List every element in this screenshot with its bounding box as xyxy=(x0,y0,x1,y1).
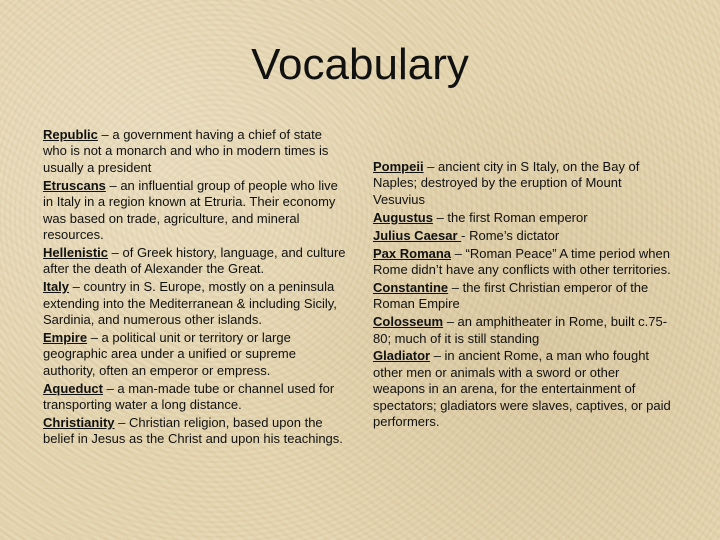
vocab-entry-pax-romana xyxy=(373,246,673,279)
vocab-entry-hellenistic xyxy=(43,245,348,278)
vocab-term: Christianity xyxy=(43,414,115,430)
vocab-entry-julius-caesar xyxy=(373,228,673,244)
vocab-column-right xyxy=(373,159,673,432)
vocab-entry-republic xyxy=(43,127,348,176)
vocab-entry-etruscans xyxy=(43,178,348,244)
vocab-definition: – a government having a chief of state who is not a monarch and who in modern times is usually a president xyxy=(43,127,329,175)
vocab-term: Julius Caesar xyxy=(373,227,462,243)
vocab-entry-gladiator xyxy=(373,348,673,430)
vocab-term: Hellenistic xyxy=(43,244,109,260)
vocab-entry-christianity xyxy=(43,415,348,448)
vocab-entry-augustus xyxy=(373,210,673,226)
vocab-term: Pompeii xyxy=(373,159,424,174)
vocab-entry-colosseum xyxy=(373,314,673,347)
vocab-term: Aqueduct xyxy=(43,380,103,396)
slide-title: Vocabulary xyxy=(251,40,469,89)
vocab-definition: – ancient city in S Italy, on the Bay of Naples; destroyed by the eruption of Mount Vesuvius xyxy=(373,159,640,207)
vocab-definition: – the first Roman emperor xyxy=(432,209,588,225)
vocab-definition: - Rome’s dictator xyxy=(461,227,560,243)
vocab-term: Pax Romana xyxy=(373,245,452,261)
vocab-term: Colosseum xyxy=(373,314,444,330)
vocab-definition: – an influential group of people who live in Italy in a region known at Etruria. Their economy was based on trade, agriculture, and mineral resources. xyxy=(43,177,338,242)
vocab-definition: – a political unit or territory or large geographic area under a unified or supreme authority, often an emperor or empress. xyxy=(43,329,296,378)
vocab-entry-constantine xyxy=(373,280,673,313)
vocab-definition: – an amphitheater in Rome, built c.75-80; much of it is still standing xyxy=(373,314,668,346)
vocab-term: Gladiator xyxy=(373,348,431,364)
vocab-entry-pompeii xyxy=(373,159,673,208)
vocab-definition: – of Greek history, language, and culture after the death of Alexander the Great. xyxy=(43,244,346,277)
vocab-term: Empire xyxy=(43,329,88,345)
vocab-term: Etruscans xyxy=(43,177,106,193)
vocab-term: Augustus xyxy=(373,209,433,225)
vocab-definition: – Christian religion, based upon the belief in Jesus as the Christ and upon his teachings. xyxy=(43,414,343,447)
vocab-definition: – the first Christian emperor of the Roman Empire xyxy=(373,279,649,312)
vocab-entry-empire xyxy=(43,330,348,379)
vocab-term: Constantine xyxy=(373,279,449,295)
vocab-definition: – in ancient Rome, a man who fought other men or animals with a sword or other weapons in an arena, for the entertainment of spectators; gladiators were slaves, captives, or paid performers. xyxy=(373,348,671,430)
vocab-definition: – country in S. Europe, mostly on a peninsula extending into the Mediterranean & including Sicily, Sardinia, and numerous other islands. xyxy=(43,279,337,327)
vocab-term: Republic xyxy=(43,127,98,142)
vocab-term: Italy xyxy=(43,279,70,295)
vocab-definition: – a man-made tube or channel used for transporting water a long distance. xyxy=(43,380,335,412)
vocab-column-left xyxy=(43,127,348,449)
vocab-definition: – “Roman Peace” A time period when Rome didn’t have any conflicts with other territories. xyxy=(373,245,671,277)
vocab-entry-italy xyxy=(43,279,348,328)
vocab-entry-aqueduct xyxy=(43,381,348,414)
